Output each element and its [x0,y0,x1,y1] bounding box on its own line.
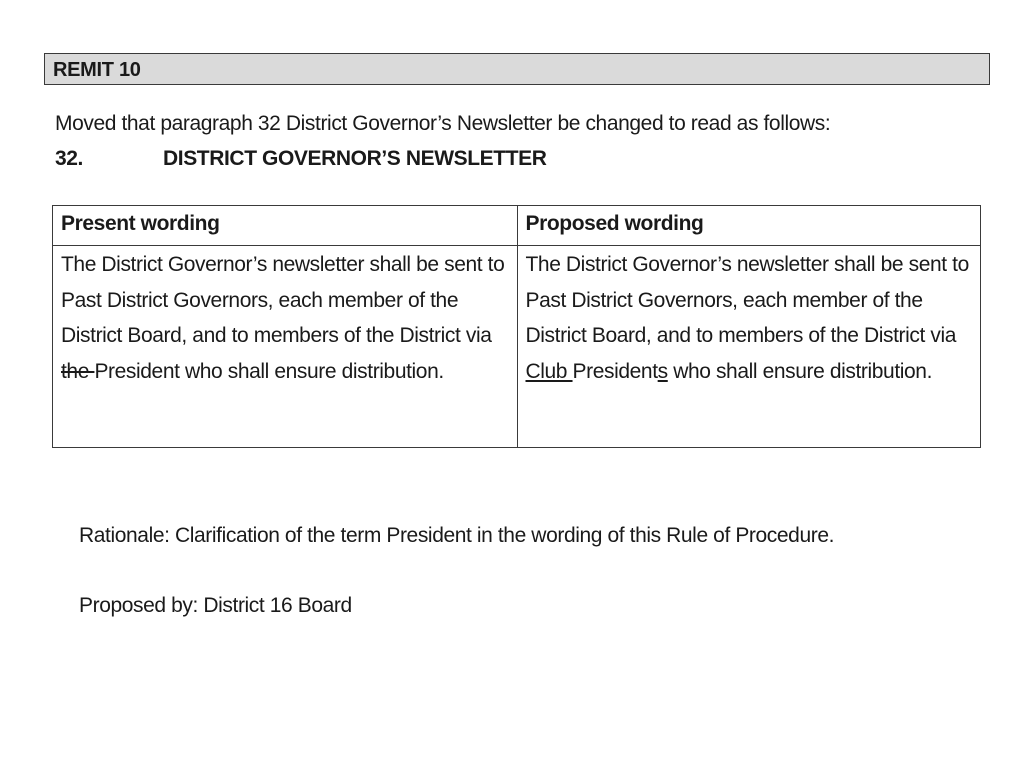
deleted-text: the [61,359,95,383]
proposed-wording-header: Proposed wording [517,206,981,246]
proposed-text-before: The District Governor’s newsletter shall be sent to Past District Governors, each member of the District Board, and to members of the District via [525,253,969,347]
section-heading [55,147,547,171]
proposed-wording-cell [517,246,981,448]
motion-intro: Moved that paragraph 32 District Governor’s Newsletter be changed to read as follows: [55,112,831,135]
table-header-row [53,206,981,246]
present-wording-cell [53,246,518,448]
proposed-by: Proposed by: District 16 Board [79,594,352,617]
proposed-text-after: who shall ensure distribution. [667,359,933,383]
section-title: DISTRICT GOVERNOR’S NEWSLETTER [163,147,547,170]
inserted-text-s: s [657,359,668,383]
section-number: 32. [55,147,83,170]
table-row [53,246,981,448]
present-wording-header: Present wording [53,206,518,246]
present-text-after: President who shall ensure distribution. [94,359,444,383]
proposed-text-mid: President [572,359,658,383]
wording-comparison-table [52,205,981,448]
rationale: Rationale: Clarification of the term President in the wording of this Rule of Procedure. [79,524,835,547]
remit-title: REMIT 10 [53,59,141,81]
inserted-text-club: Club [525,359,573,383]
present-text-before: The District Governor’s newsletter shall be sent to Past District Governors, each member of the District Board, and to members of the District via [61,253,505,347]
remit-header-bar [44,53,990,85]
